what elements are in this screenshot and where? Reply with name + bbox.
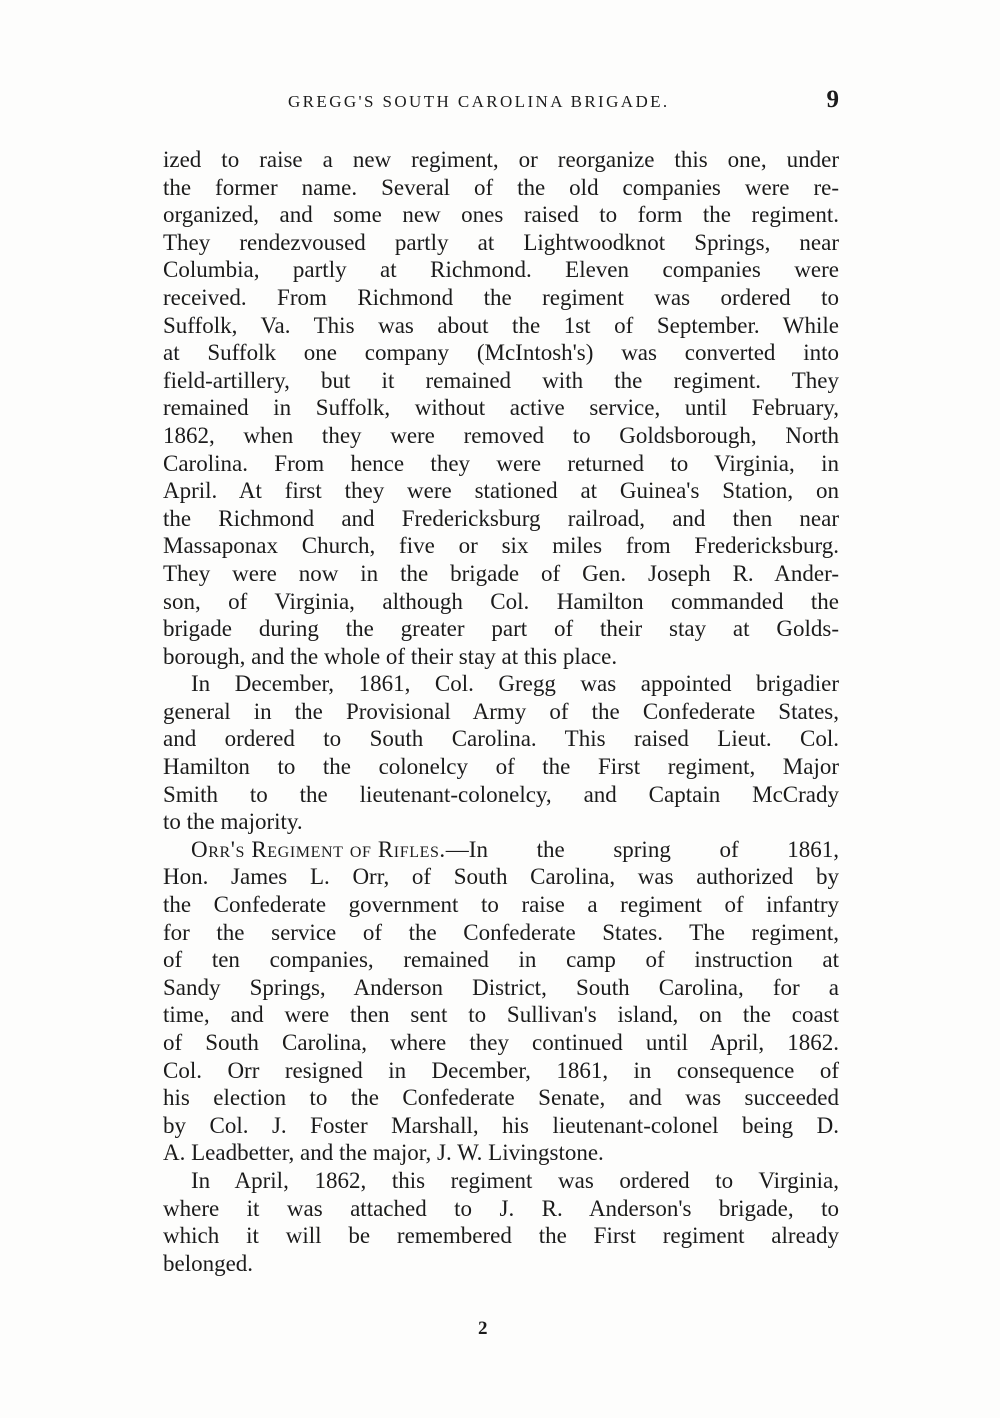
text-line: In December, 1861, Col. Gregg was appointed brigadier: [191, 671, 839, 697]
text-line: Hon. James L. Orr, of South Carolina, was authorized by: [163, 864, 839, 890]
text-line: Suffolk, Va. This was about the 1st of September. While: [163, 312, 839, 338]
text-line: Hamilton to the colonelcy of the First regiment, Major: [163, 754, 839, 780]
text-line: where it was attached to J. R. Anderson's brigade, to: [163, 1195, 839, 1221]
heading-line-rest: —In the spring of 1861,: [445, 836, 839, 862]
text-line: [163, 836, 839, 864]
text-line: general in the Provisional Army of the Confederate States,: [163, 698, 839, 724]
text-line: for the service of the Confederate States. The regiment,: [163, 919, 839, 945]
text-line: ized to raise a new regiment, or reorganize this one, under: [163, 147, 839, 172]
text-line: They rendezvoused partly at Lightwoodknot Springs, near: [163, 229, 839, 255]
text-line: belonged.: [163, 1250, 254, 1276]
body-text: [163, 146, 839, 1277]
text-line: the Confederate government to raise a regiment of infantry: [163, 892, 839, 918]
text-line: Columbia, partly at Richmond. Eleven companies were: [163, 257, 839, 283]
text-line: Massaponax Church, five or six miles from Fredericksburg.: [163, 533, 839, 559]
text-line: time, and were then sent to Sullivan's island, on the coast: [163, 1002, 839, 1028]
page-number: 9: [826, 86, 839, 113]
signature-mark: 2: [478, 1318, 488, 1339]
text-line: Col. Orr resigned in December, 1861, in consequence of: [163, 1057, 839, 1083]
text-line: brigade during the greater part of their stay at Golds-: [163, 616, 839, 642]
text-line: and ordered to South Carolina. This raised Lieut. Col.: [163, 726, 839, 752]
text-line: son, of Virginia, although Col. Hamilton commanded the: [163, 588, 839, 614]
text-line: which it will be remembered the First regiment already: [163, 1223, 839, 1249]
text-line: field-artillery, but it remained with the regiment. They: [163, 367, 839, 393]
text-line: Sandy Springs, Anderson District, South Carolina, for a: [163, 974, 839, 1000]
text-line: April. At first they were stationed at Guinea's Station, on: [163, 478, 839, 504]
text-line: 1862, when they were removed to Goldsborough, North: [163, 422, 839, 448]
page-header: [163, 86, 841, 118]
text-line: the Richmond and Fredericksburg railroad, and then near: [163, 505, 839, 531]
text-line: Smith to the lieutenant-colonelcy, and Captain McCrady: [163, 781, 839, 807]
text-line: organized, and some new ones raised to form the regiment.: [163, 202, 839, 228]
text-line: by Col. J. Foster Marshall, his lieutenant-colonel being D.: [163, 1112, 839, 1138]
text-line: the former name. Several of the old companies were re-: [163, 174, 839, 200]
text-line: In April, 1862, this regiment was ordered to Virginia,: [191, 1167, 839, 1193]
text-line: of ten companies, remained in camp of instruction at: [163, 947, 839, 973]
text-line: remained in Suffolk, without active service, until February,: [163, 395, 839, 421]
text-line: his election to the Confederate Senate, and was succeeded: [163, 1085, 839, 1111]
text-line: Carolina. From hence they were returned to Virginia, in: [163, 450, 839, 476]
running-head: GREGG'S SOUTH CAROLINA BRIGADE.: [288, 92, 670, 111]
text-line: A. Leadbetter, and the major, J. W. Livingstone.: [163, 1140, 604, 1166]
text-line: They were now in the brigade of Gen. Joseph R. Ander-: [163, 560, 839, 586]
text-line: received. From Richmond the regiment was ordered to: [163, 284, 839, 310]
text-line: at Suffolk one company (McIntosh's) was converted into: [163, 340, 839, 366]
text-line: borough, and the whole of their stay at this place.: [163, 643, 618, 669]
text-line: of South Carolina, where they continued until April, 1862.: [163, 1030, 839, 1055]
section-heading: Orr's Regiment of Rifles.: [191, 836, 446, 862]
text-line: to the majority.: [163, 809, 303, 835]
